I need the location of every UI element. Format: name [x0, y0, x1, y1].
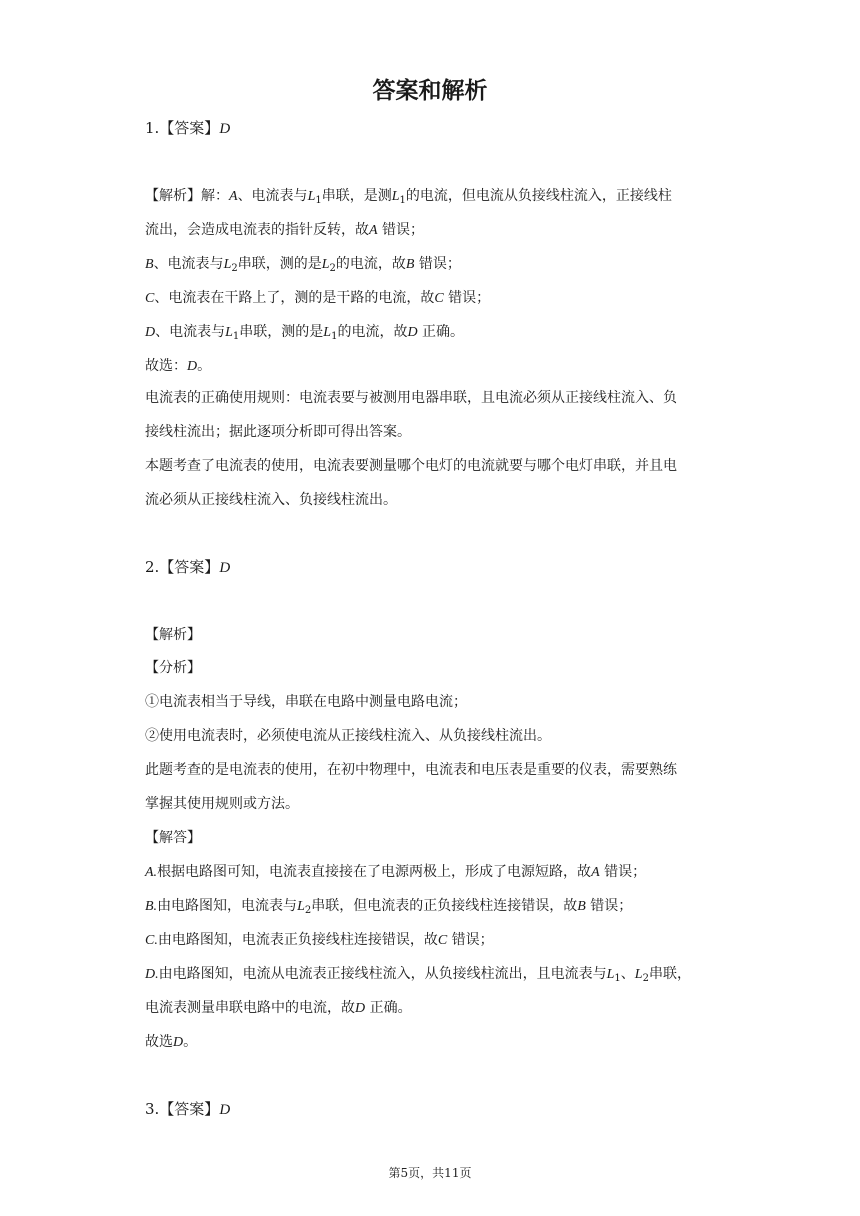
text: 、电流表与 — [155, 324, 226, 340]
text: 。 — [183, 1034, 198, 1050]
q2-option-b — [145, 896, 725, 917]
option-letter: C — [437, 933, 448, 948]
q1-rule-line-2: 接线柱流出；据此逐项分析即可得出答案。 — [145, 424, 411, 440]
page-title: 答案和解析 — [372, 78, 488, 104]
q2-analysis-label: 【解析】 — [145, 627, 201, 643]
q1-answer — [145, 118, 725, 139]
option-letter: C — [145, 291, 155, 306]
q2-option-a — [145, 862, 725, 883]
q1-rule-line-1: 电流表的正确使用规则：电流表要与被测用电器串联，且电流必须从正接线柱流入、负 — [145, 390, 677, 406]
text: 由电路图知，电流表与 — [157, 898, 298, 914]
text: 错误； — [604, 864, 647, 880]
q1-analysis-line-2 — [145, 220, 725, 241]
subscript: 2 — [304, 905, 312, 916]
q2-choice-line — [145, 1032, 725, 1053]
text: 、电流表与 — [237, 188, 308, 204]
option-letter: A — [369, 223, 378, 238]
q2-point-1: ①电流表相当于导线，串联在电路中测量电路电流； — [145, 694, 467, 710]
q1-summary-line-2: 流必须从正接线柱流入、负接线柱流出。 — [145, 492, 397, 508]
q1-analysis-line-1 — [145, 186, 725, 207]
text: 正确。 — [422, 324, 465, 340]
q2-note-line-1: 此题考查的是电流表的使用，在初中物理中，电流表和电压表是重要的仪表，需要熟练 — [145, 762, 677, 778]
symbol: L — [223, 257, 232, 272]
symbol: L — [225, 325, 233, 340]
answer-value: D — [219, 560, 231, 576]
text: 。 — [197, 358, 212, 374]
answer-label: 2.【答案】 — [145, 558, 220, 576]
subscript: 1 — [614, 973, 621, 984]
option-letter: D — [173, 1035, 184, 1050]
text: 正确。 — [369, 1000, 412, 1016]
subscript: 1 — [315, 195, 322, 206]
text: 的电流，但电流从负接线柱流入，正接线柱 — [405, 188, 672, 204]
answer-value: D — [219, 121, 231, 137]
text: 串联，是测 — [321, 188, 392, 204]
option-letter: A — [591, 865, 600, 880]
text: 错误； — [590, 898, 633, 914]
text: 解： — [201, 188, 229, 204]
q1-choice-line — [145, 356, 725, 377]
q2-point-2: ②使用电流表时，必须使电流从正接线柱流入、从负接线柱流出。 — [145, 728, 551, 744]
q3-answer — [145, 1099, 725, 1120]
symbol: L — [323, 325, 332, 340]
subscript: 2 — [231, 263, 238, 274]
analysis-label: 【解析】 — [145, 188, 201, 204]
answer-label: 1.【答案】 — [145, 119, 220, 137]
q2-option-c — [145, 930, 725, 951]
option-letter: D — [145, 325, 156, 340]
option-letter: A — [229, 189, 238, 204]
text: 错误； — [418, 256, 461, 272]
subscript: 1 — [331, 331, 338, 342]
q2-option-d-cont — [145, 998, 725, 1019]
symbol: L — [321, 257, 330, 272]
option-letter: B — [577, 899, 586, 914]
option-letter: C — [434, 291, 444, 306]
q1-analysis-line-4 — [145, 288, 725, 309]
q2-note-line-2: 掌握其使用规则或方法。 — [145, 796, 299, 812]
text: 根据电路图可知，电流表直接接在了电源两极上，形成了电源短路，故 — [157, 864, 592, 880]
q1-analysis-line-5 — [145, 322, 725, 343]
subscript: 1 — [399, 195, 406, 206]
option-letter: D — [407, 325, 418, 340]
option-letter: B — [405, 257, 415, 272]
option-letter: D. — [145, 967, 159, 982]
text: 错误； — [382, 222, 425, 238]
text: 错误； — [451, 932, 494, 948]
text: 、 — [620, 966, 635, 982]
text: 电流表测量串联电路中的电流，故 — [145, 1000, 355, 1016]
answer-label: 3.【答案】 — [145, 1100, 220, 1118]
option-letter: B. — [145, 899, 158, 914]
text: 、电流表在干路上了，测的是干路的电流，故 — [154, 290, 435, 306]
subscript: 1 — [232, 331, 240, 342]
symbol: L — [307, 189, 316, 204]
text: 错误； — [448, 290, 491, 306]
text: 的电流，故 — [337, 324, 408, 340]
option-letter: D — [187, 359, 198, 374]
symbol: L — [297, 899, 305, 914]
symbol: L — [391, 189, 400, 204]
option-letter: B — [145, 257, 154, 272]
text: 串联，测的是 — [237, 256, 322, 272]
subscript: 2 — [642, 973, 649, 984]
text: 由电路图知，电流表正负接线柱连接错误，故 — [157, 932, 438, 948]
q2-jieda-label: 【解答】 — [145, 830, 201, 846]
text: 、电流表与 — [153, 256, 224, 272]
q2-answer — [145, 557, 725, 578]
q1-summary-line-1: 本题考查了电流表的使用，电流表要测量哪个电灯的电流就要与哪个电灯串联，并且电 — [145, 458, 677, 474]
symbol: L — [606, 967, 615, 982]
option-letter: C. — [145, 933, 158, 948]
text: 流出，会造成电流表的指针反转，故 — [145, 222, 369, 238]
q2-fenxi-label: 【分析】 — [145, 660, 201, 676]
answer-value: D — [219, 1102, 231, 1118]
q2-option-d — [145, 964, 725, 985]
text: 串联， — [648, 966, 691, 982]
text: 由电路图知，电流从电流表正接线柱流入，从负接线柱流出，且电流表与 — [158, 966, 607, 982]
option-letter: A. — [145, 865, 158, 880]
text: 故选： — [145, 358, 187, 374]
text: 串联，测的是 — [239, 324, 324, 340]
option-letter: D — [355, 1001, 366, 1016]
page-footer: 第5页，共11页 — [388, 1166, 472, 1180]
q1-analysis-line-3 — [145, 254, 725, 275]
text: 的电流，故 — [335, 256, 406, 272]
subscript: 2 — [329, 263, 336, 274]
text: 串联，但电流表的正负接线柱连接错误，故 — [311, 898, 578, 914]
text: 故选 — [145, 1034, 173, 1050]
symbol: L — [634, 967, 643, 982]
